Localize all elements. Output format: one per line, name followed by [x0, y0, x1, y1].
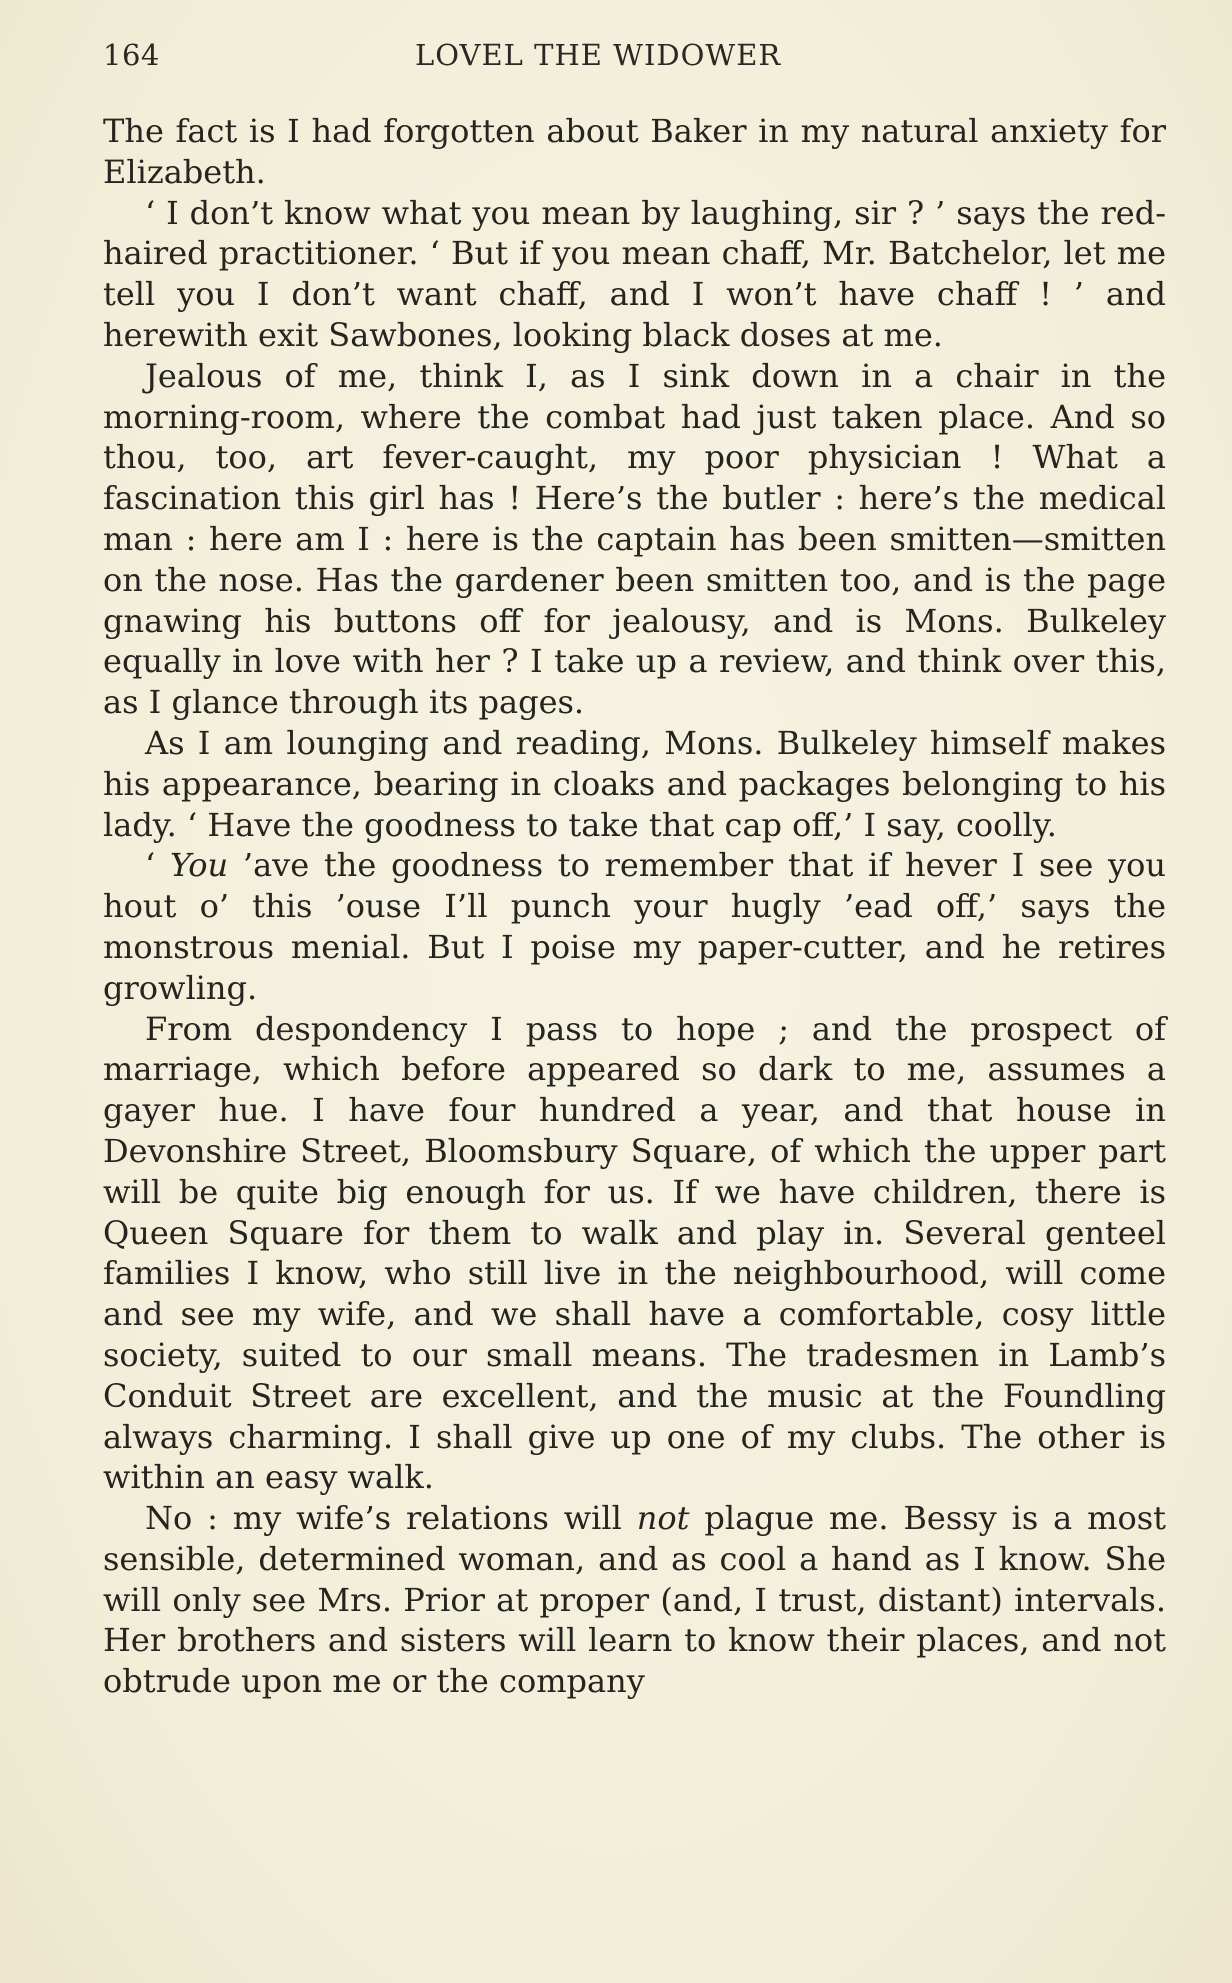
paragraph-open: No : my wife’s relations will: [145, 1499, 637, 1538]
paragraph: ‘ I don’t know what you mean by laughing, sir ? ’ says the red-haired practitioner. ‘ But if you mean chaff, Mr. Batchelor, let me tell you I don’t want chaff, and I won’t have chaff ! ’ and herewith exit Sawbones, looking black doses at me.: [103, 193, 1166, 354]
body-text: [103, 111, 1166, 1702]
emphasis: not: [636, 1499, 690, 1538]
page-header: [103, 38, 1163, 80]
paragraph: Jealous of me, think I, as I sink down in a chair in the morning-room, where the combat had just taken place. And so thou, too, art fever-caught, my poor physician ! What a fascination this girl has ! Here’s the butler : here’s the medical man : here am I : here is the captain has been smitten—smitten on the nose. Has the gardener been smitten too, and is the page gnawing his buttons off for jealousy, and is Mons. Bulkeley equally in love with her ? I take up a review, and think over this, as I glance through its pages.: [103, 356, 1166, 722]
page-number: 164: [103, 38, 160, 72]
paragraph: As I am lounging and reading, Mons. Bulkeley himself makes his appearance, bearing in cloaks and packages belonging to his lady. ‘ Have the goodness to take that cap off,’ I say, coolly.: [103, 723, 1166, 844]
paragraph: [103, 845, 1166, 1008]
paragraph-open: ‘: [145, 846, 170, 885]
emphasis: You: [169, 846, 229, 885]
paragraph: From despondency I pass to hope ; and the prospect of marriage, which before appeared so dark to me, assumes a gayer hue. I have four hundred a year, and that house in Devonshire Street, Bloomsbury Square, of which the upper part will be quite big enough for us. If we have children, there is Queen Square for them to walk and play in. Several genteel families I know, who still live in the neighbourhood, will come and see my wife, and we shall have a comfortable, cosy little society, suited to our small means. The tradesmen in Lamb’s Conduit Street are excellent, and the music at the Foundling always charming. I shall give up one of my clubs. The other is within an easy walk.: [103, 1009, 1166, 1497]
running-head: LOVEL THE WIDOWER: [415, 38, 782, 72]
paragraph-rest: ’ave the goodness to remember that if hever I see you hout o’ this ’ouse I’ll punch your hugly ’ead off,’ says the monstrous menial. But I poise my paper-cutter, and he retires growling.: [103, 846, 1167, 1007]
paragraph-rest: plague me. Bessy is a most sensible, determined woman, and as cool a hand as I know. She will only see Mrs. Prior at proper (and, I trust, distant) intervals. Her brothers and sisters will learn to know their places, and not obtrude upon me or the company: [103, 1499, 1167, 1701]
paragraph: The fact is I had forgotten about Baker in my natural anxiety for Elizabeth.: [103, 112, 1166, 191]
paragraph: [103, 1498, 1166, 1702]
